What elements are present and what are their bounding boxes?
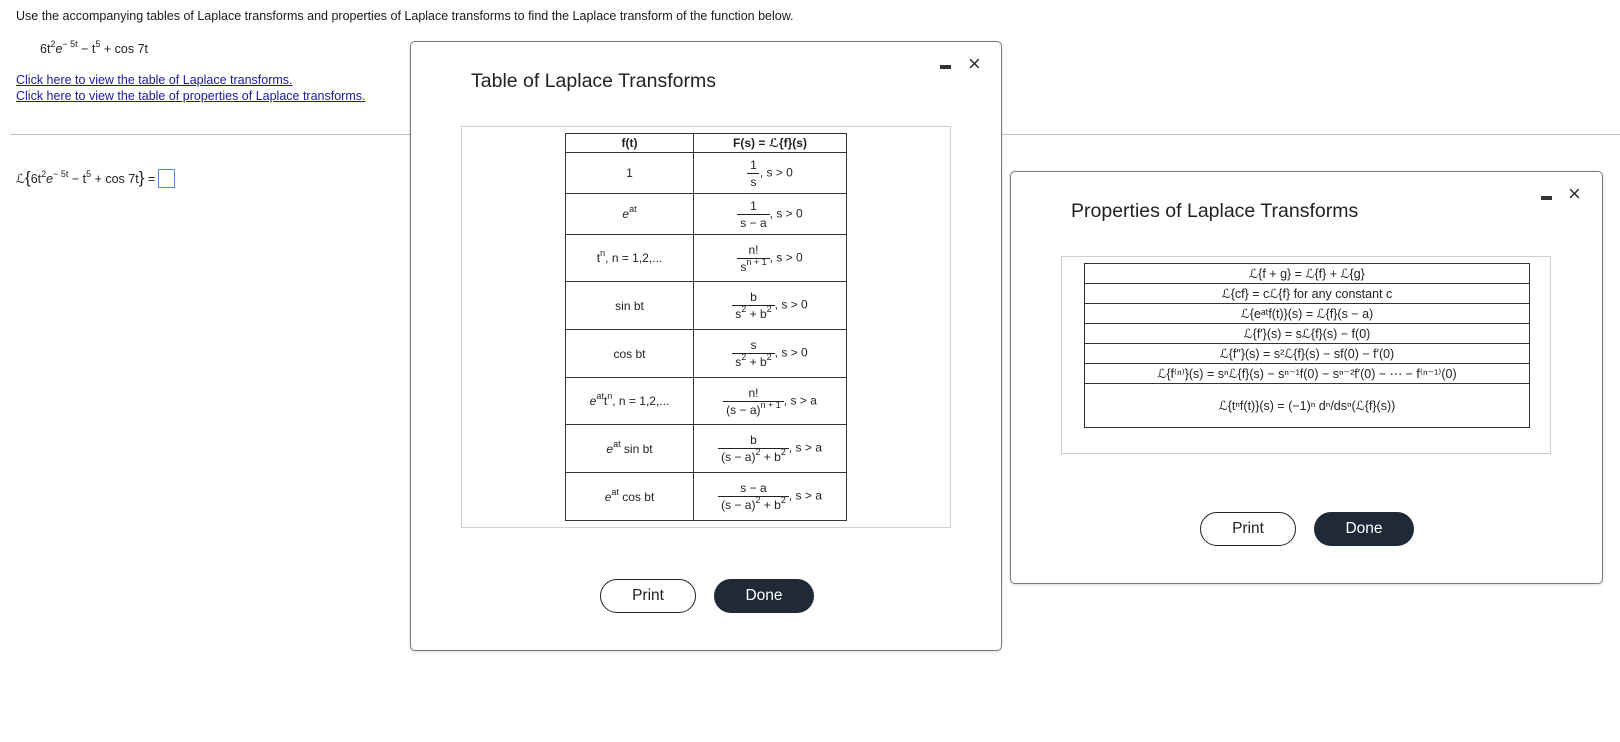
minimize-icon[interactable]	[940, 65, 951, 69]
dialog-title: Properties of Laplace Transforms	[1071, 200, 1359, 222]
minimize-icon[interactable]	[1541, 196, 1552, 200]
table-row: 1 $\frac{1}{s}$ , s > 0	[566, 153, 847, 194]
link-table-of-transforms[interactable]: Click here to view the table of Laplace transforms.	[16, 73, 293, 87]
answer-row	[16, 168, 175, 188]
close-icon[interactable]: ×	[968, 51, 981, 76]
table-row: $e^{at}$ sin bt $\frac{b}{(s - a)^2 + b^2}$ , s > a	[566, 425, 847, 473]
properties-table-frame	[1061, 256, 1551, 454]
table-row: $e^{at}$ cos bt $\frac{s - a}{(s - a)^2 + b^2}$ , s > a	[566, 473, 847, 521]
done-button[interactable]: Done	[714, 579, 814, 613]
table-row: cos bt $\frac{s}{s^2 + b^2}$ , s > 0	[566, 330, 847, 378]
table-row: ℒ{eᵃᵗf(t)}(s) = ℒ{f}(s − a)	[1085, 304, 1530, 324]
table-row: ℒ{f⁽ⁿ⁾}(s) = sⁿℒ{f}(s) − sⁿ⁻¹f(0) − sⁿ⁻²f′(0) − ⋯ − f⁽ⁿ⁻¹⁾(0)	[1085, 364, 1530, 384]
table-row: sin bt $\frac{b}{s^2 + b^2}$ , s > 0	[566, 282, 847, 330]
print-button[interactable]: Print	[600, 579, 696, 613]
print-button[interactable]: Print	[1200, 512, 1296, 546]
table-row: ℒ{f″}(s) = s²ℒ{f}(s) − sf(0) − f′(0)	[1085, 344, 1530, 364]
laplace-table-dialog	[410, 41, 1002, 651]
function-expression: $6t^2e^{- 5t} - t^5 + \cos 7t$	[40, 39, 149, 56]
laplace-properties-dialog	[1010, 171, 1603, 584]
done-button[interactable]: Done	[1314, 512, 1414, 546]
divider	[1000, 134, 1620, 135]
link-table-of-properties[interactable]: Click here to view the table of properties of Laplace transforms.	[16, 89, 366, 103]
header-f-t: f(t)	[566, 134, 694, 153]
table-row: ℒ{cf} = cℒ{f} for any constant c	[1085, 284, 1530, 304]
table-row: ℒ{f + g} = ℒ{f} + ℒ{g}	[1085, 264, 1530, 284]
answer-input[interactable]	[158, 169, 175, 188]
transforms-table	[565, 133, 847, 521]
divider	[10, 134, 410, 135]
table-row: $e^{at}t^n$, n = 1,2,... $\frac{n!}{(s - a)^{n + 1}}$ , s > a	[566, 378, 847, 425]
table-row: $t^n$, n = 1,2,... $\frac{n!}{s^{n + 1}}$ , s > 0	[566, 235, 847, 282]
transforms-table-frame	[461, 126, 951, 528]
properties-table	[1084, 263, 1530, 428]
table-row: ℒ{f′}(s) = sℒ{f}(s) − f(0)	[1085, 324, 1530, 344]
question-instruction: Use the accompanying tables of Laplace transforms and properties of Laplace transforms to find the Laplace transform of the function below.	[16, 9, 794, 23]
table-row: $e^{at}$ $\frac{1}{s - a}$ , s > 0	[566, 194, 847, 235]
header-F-s: F(s) = ℒ{f}(s)	[694, 134, 847, 153]
dialog-title: Table of Laplace Transforms	[471, 70, 716, 92]
table-row: ℒ{tⁿf(t)}(s) = (−1)ⁿ dⁿ/dsⁿ(ℒ{f}(s))	[1085, 384, 1530, 428]
close-icon[interactable]: ×	[1568, 181, 1581, 206]
answer-lhs: $ℒ\{6t^2e^{- 5t} - t^5 + \cos 7t\}$ =	[16, 168, 156, 187]
